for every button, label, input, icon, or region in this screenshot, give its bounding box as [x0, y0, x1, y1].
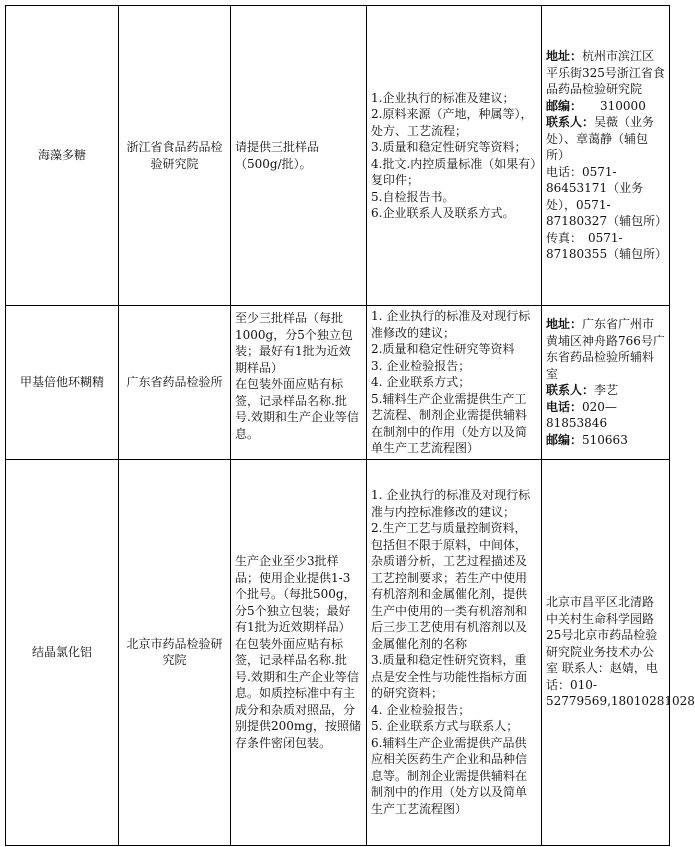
- contact-fax: 传真： 0571-87180355（辅包所）: [546, 230, 668, 262]
- material-item: 2.质量和稳定性研究等资料: [371, 342, 515, 356]
- sample-line: 生产企业至少3批样品；使用企业提供1-3个批号。（每批500g，分5个独立包装；最好有1批为近效期样品）: [235, 554, 356, 634]
- table-row: [6, 459, 670, 845]
- material-item: 6.辅料生产企业需提供产品供应相关医药生产企业和品种信息等。制剂企业需提供辅料在制剂中的作用（处方以及简单生产工艺流程图）: [371, 735, 528, 816]
- material-item: 2.生产工艺与质量控制资料，包括但不限于原料，中间体，杂质谱分析，工艺过程描述及工艺控制要求；若生产中使用有机溶剂和金属催化剂，提供生产中使用的一类有机溶剂和后三步工艺使用有机溶剂以及金属催化剂的名称: [371, 521, 528, 651]
- material-item: 1. 企业执行的标准及对现行标准与内控标准修改的建议；: [371, 488, 531, 519]
- material-item: 3. 企业检验报告；: [371, 358, 471, 373]
- excipient-name: 结晶氯化铝: [6, 459, 119, 845]
- sample-line: 至少三批样品（每批1000g，分5个独立包装；最好有1批为近效期样品）: [235, 311, 353, 375]
- testing-institute: 广东省药品检验所: [119, 306, 231, 460]
- required-materials: [367, 306, 542, 460]
- material-item: 4. 企业联系方式；: [371, 375, 471, 389]
- contact-person: 联系人：吴薇（业务处）、章蔼静（辅包所）: [546, 115, 655, 163]
- contact-postcode: 邮编： 310000: [546, 98, 646, 113]
- contact-postcode: 邮编：510663: [546, 432, 628, 447]
- excipient-name: 海藻多糖: [6, 6, 119, 306]
- material-item: 1. 企业执行的标准及对现行标准修改的建议；: [371, 309, 531, 340]
- sample-line: 在包装外面应贴有标签，记录样品名称.批号.效期和生产企业等信息。: [235, 377, 359, 441]
- material-item: 4. 企业检验报告；: [371, 702, 471, 717]
- required-materials: [367, 459, 542, 845]
- sample-line: 在包装外面应贴有标签，记录样品名称.批号.效期和生产企业等信息。如质控标准中有主成分和杂质对照品，分别提供200mg，按照储存条件密闭包装。: [235, 636, 361, 750]
- sample-line: 请提供三批样品: [235, 140, 320, 154]
- table-row: [6, 306, 670, 460]
- contact-info: [542, 6, 670, 306]
- contact-phone: 电话：0571-86453171（业务处），0571-87180327（辅包所）: [546, 164, 668, 229]
- material-item: 5. 企业联系方式与联系人；: [371, 719, 519, 733]
- contact-address: 地址：广东省广州市黄埔区神舟路766号广东省药品检验所辅料室: [546, 317, 665, 381]
- testing-institute: 浙江省食品药品检验研究院: [119, 6, 231, 306]
- material-item: 5.自检报告书。: [371, 189, 455, 204]
- sample-requirements-table: [5, 5, 695, 846]
- material-item: 4.批文.内控质量标准（如果有）复印件；: [371, 156, 537, 187]
- sample-requirement: [231, 306, 367, 460]
- material-item: 5.辅料生产企业需提供生产工艺流程、制剂企业需提供辅料在制剂中的作用（处方以及简单生产工艺流程图）: [371, 391, 528, 455]
- contact-info: 北京市昌平区北清路中关村生命科学园路25号北京市药品检验研究院业务技术办公室 联系人：赵婧，电话：010-52779569,18010281028: [542, 459, 670, 845]
- contact-phone: 电话：020—81853846: [546, 399, 617, 431]
- contact-person: 联系人：李艺: [546, 383, 619, 398]
- contact-info: [542, 306, 670, 460]
- excipient-name: 甲基倍他环糊精: [6, 306, 119, 460]
- sample-requirement: [231, 459, 367, 845]
- contact-address: 地址：杭州市滨江区平乐街325号浙江省食品药品检验研究院: [546, 49, 665, 97]
- testing-institute: 北京市药品检验研究院: [119, 459, 231, 845]
- sample-line: （500g/批）。: [235, 156, 312, 171]
- material-item: 2.原料来源（产地，种属等），处方、工艺流程；: [371, 107, 533, 138]
- material-item: 6.企业联系人及联系方式。: [371, 206, 515, 220]
- material-item: 1.企业执行的标准及建议；: [371, 90, 515, 105]
- material-item: 3.质量和稳定性研究资料，重点是安全性与功能性指标方面的研究资料；: [371, 653, 528, 700]
- material-item: 3.质量和稳定性研究等资料；: [371, 140, 527, 154]
- sample-requirement: [231, 6, 367, 306]
- table-row: [6, 6, 670, 306]
- required-materials: [367, 6, 542, 306]
